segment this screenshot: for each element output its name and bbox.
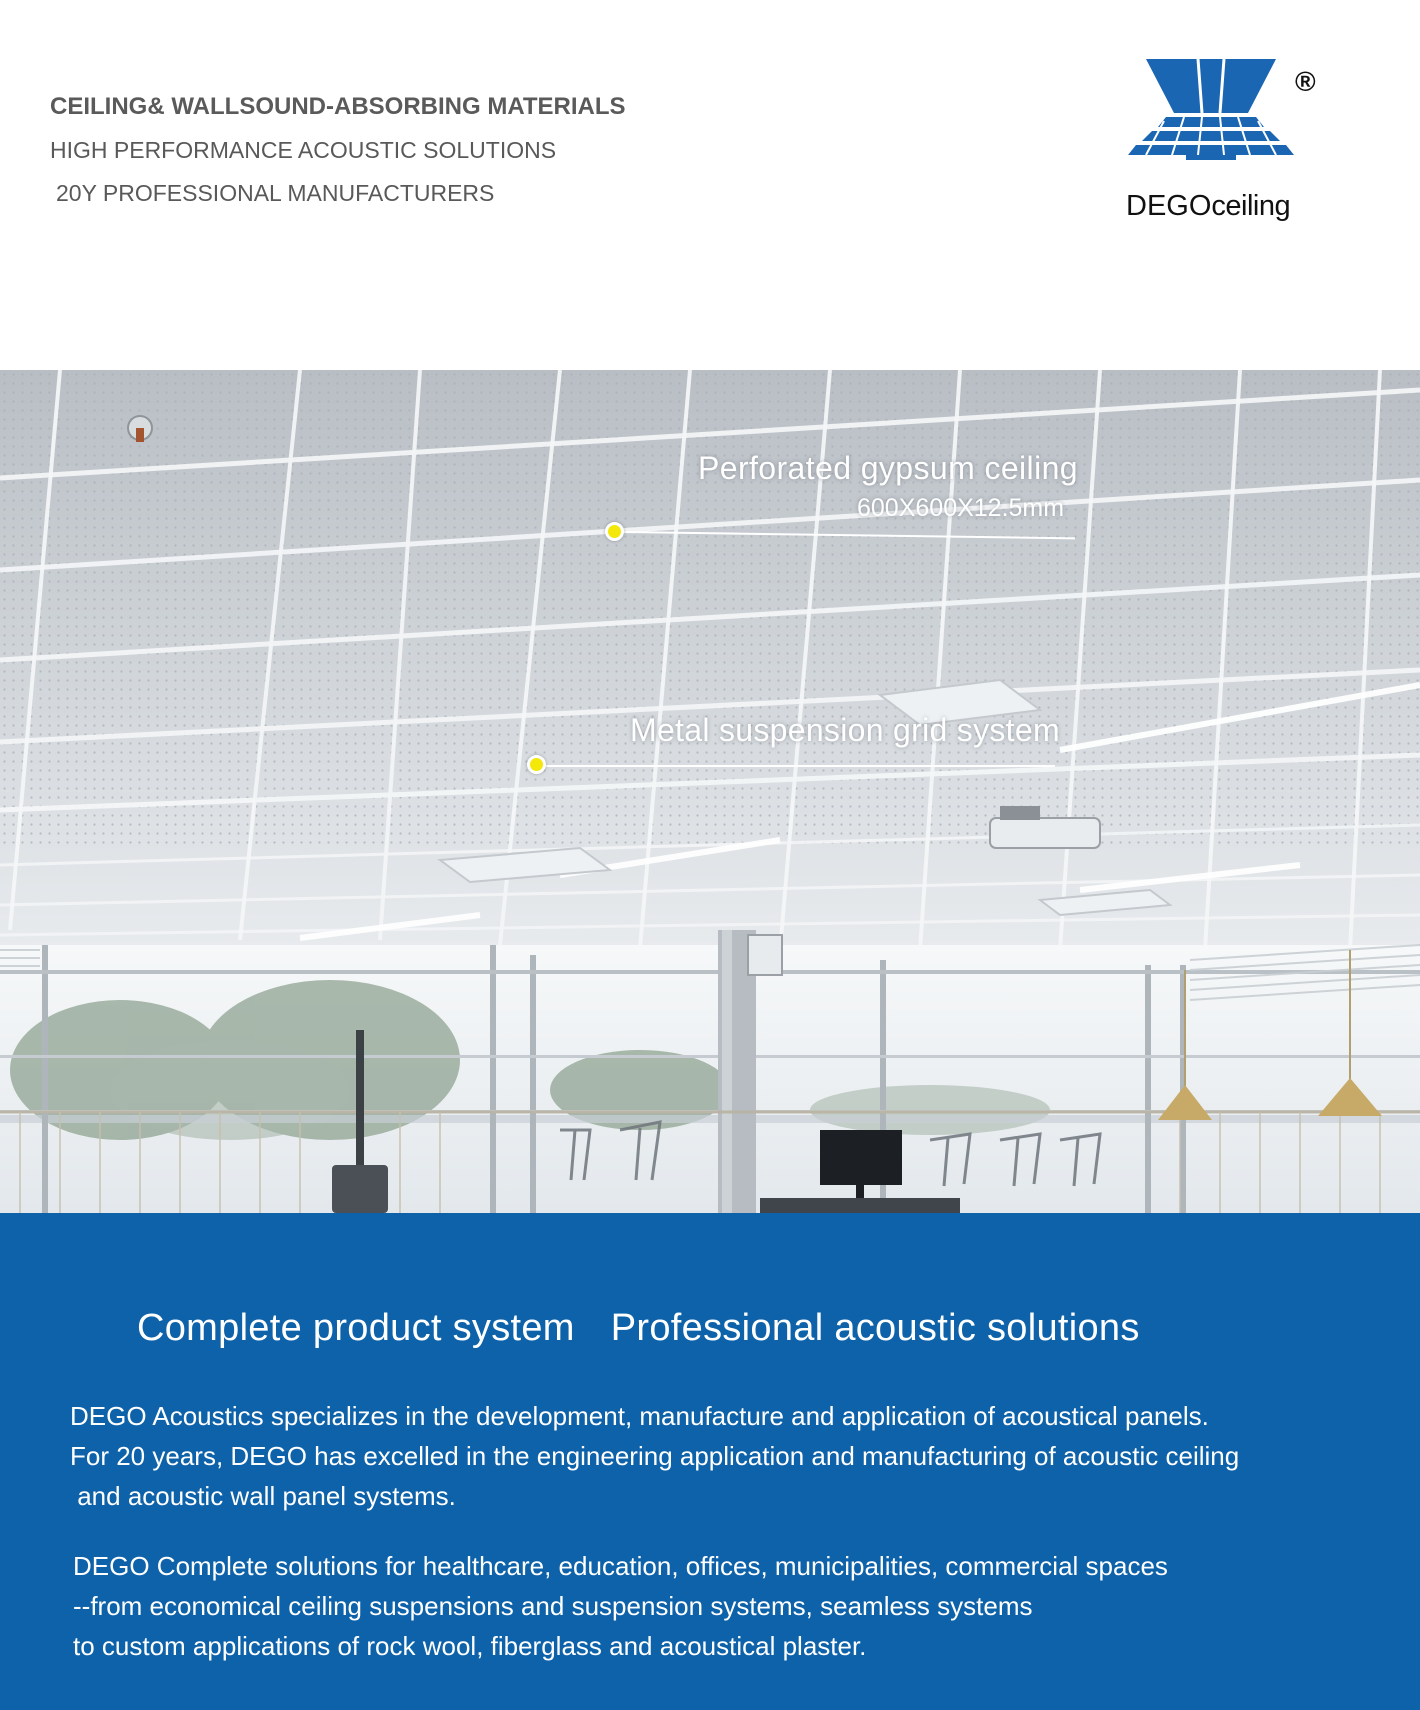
headline-left: Complete product system — [137, 1307, 575, 1349]
info-headline — [137, 1307, 1140, 1350]
about-line: DEGO Acoustics specializes in the development, manufacture and application of acoustical panels. — [70, 1401, 1209, 1431]
ceiling-photo — [0, 370, 1420, 1213]
about-line: and acoustic wall panel systems. — [70, 1481, 456, 1511]
about-paragraph — [70, 1396, 1239, 1516]
solutions-paragraph — [73, 1546, 1168, 1666]
page-header — [0, 0, 1420, 370]
callout-gypsum-title: Perforated gypsum ceiling — [698, 450, 1078, 486]
brand-suffix: ceiling — [1211, 190, 1291, 222]
brand-name: DEGO — [1126, 190, 1212, 222]
callout-grid-line — [543, 765, 1055, 767]
company-info-panel — [0, 1213, 1420, 1710]
headline-right: Professional acoustic solutions — [610, 1307, 1140, 1349]
about-line: For 20 years, DEGO has excelled in the engineering application and manufacturing of acoustic ceiling — [70, 1441, 1240, 1471]
callout-grid-dot-icon — [527, 755, 546, 774]
registered-mark: ® — [1295, 66, 1316, 97]
tagline-manufacturers: 20Y PROFESSIONAL MANUFACTURERS — [56, 180, 495, 206]
solutions-line: --from economical ceiling suspensions and suspension systems, seamless systems — [73, 1591, 1033, 1621]
callout-gypsum-dot-icon — [605, 522, 624, 541]
callout-gypsum-dimensions: 600X600X12.5mm — [857, 494, 1065, 522]
tagline-materials: CEILING& WALLSOUND-ABSORBING MATERIALS — [50, 93, 626, 120]
solutions-line: to custom applications of rock wool, fiberglass and acoustical plaster. — [73, 1631, 867, 1661]
callout-grid-title: Metal suspension grid system — [630, 712, 1060, 748]
brand-logo-text — [1126, 190, 1290, 223]
ceiling-grid-logo-icon — [1128, 55, 1294, 161]
tagline-performance: HIGH PERFORMANCE ACOUSTIC SOLUTIONS — [50, 137, 557, 163]
office-ceiling-illustration — [0, 370, 1420, 1213]
solutions-line: DEGO Complete solutions for healthcare, education, offices, municipalities, commercial spaces — [73, 1551, 1168, 1581]
